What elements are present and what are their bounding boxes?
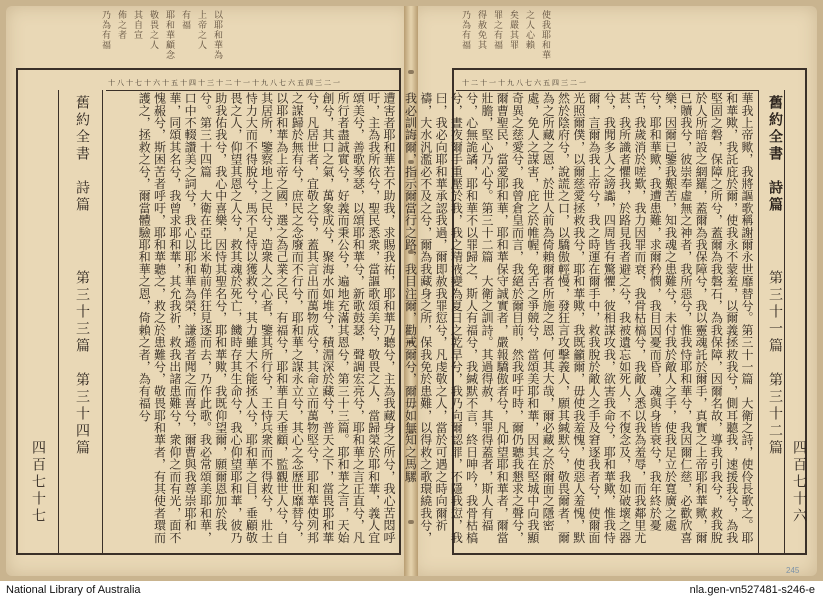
margin-note: 其自宣 <box>132 10 142 40</box>
margin-note: 之人心賴 <box>524 10 534 50</box>
left-chapter-range: 第三十三篇 第三十四篇 <box>74 270 90 457</box>
footer-identifier: nla.gen-vn527481-s246-e <box>689 584 815 596</box>
left-page-number: 四百七十七 <box>30 440 46 525</box>
header-rule <box>456 90 758 91</box>
margin-note: 耶和華顧念 <box>164 10 174 60</box>
binding-stitch <box>408 520 414 524</box>
margin-note: 佈之者 <box>116 10 126 40</box>
margin-note: 以耶和華為 <box>212 10 222 60</box>
margin-note: 乃為有福 <box>460 10 470 50</box>
book-title: 舊約全書 <box>74 95 90 163</box>
margin-note: 乃為有福 <box>100 10 110 50</box>
right-column-ruler: 十二十一十九八七六五四三二一 <box>462 79 588 87</box>
left-page-text: 遭害者耶和華若不助我，求賜我祐，耶和華乃聽兮，主為我藏身之所兮，我心苦悶呼吁，主為我所依兮，聖民悉衆，當謳歌頌美兮，敬畏之人，當歸榮於耶和華，義人宜頌美兮，善歌琴瑟，以頌耶和華兮，新歌鼓瑟，聲調宏亮兮，耶和華之言正直兮，凡所行者盡誠實兮，好義而秉公兮，遍地充滿其恩兮，第三十三篇。耶和華之言，天始創兮，其口之氣，萬象成兮，聚海水如堆兮，積淵深於藏兮，普天之下，當畏耶和華兮，凡居世者，宜敬之兮，蓋其言出而萬物成兮，其命立而萬物堅兮，耶和華使列邦之謀歸於無有兮，庶民之念廢而不行兮，耶和華之謀永立兮，其心之念歷世靡替兮，以耶和華為上帝之國，選之為己業之民，有福兮，耶和華自天垂顧，監觀世人兮，自其居所，鑒察地上之民兮，造衆人之心者，鑒其所行兮，王恃兵衆而不得救兮，壯士恃力大而不得脫兮，馬不足恃以獲救兮，其力雖大不能拯人兮，耶和華之目，垂顧敬畏之人，仰望其恩之人兮，救其魂於死亡，饑時存其生命兮，我心仰望耶和華，彼乃助我佑我兮，我心中喜樂，因恃其聖名兮，耶和華歟，我既仰望爾，願爾恩加於我兮。第三十四篇 大衛在亞比米勒前佯狂見逐而去，乃作此歌。我必常頌美耶和華，口中不輟讚美之詞兮，我心以耶和華為榮，謙遜者聞之而喜兮，爾曹與我尊崇耶和華，同頌其名兮，我曾求耶和華，其允我祈，救我出諸患難兮，衆仰之而有光，面不愧赧兮，斯困苦者呼吁，耶和華聽之，救之於患難兮，敬畏耶和華者，有其使者環而護之，拯救之兮，爾當體驗耶和華之恩，倚賴之者，為有福兮 <box>137 92 396 544</box>
right-running-title <box>765 95 785 214</box>
header-rule <box>106 90 399 91</box>
margin-note: 上帝之人 <box>196 10 206 50</box>
right-chapter-range: 第三十一篇 第三十二篇 <box>767 270 783 457</box>
left-margin-notes <box>100 10 222 60</box>
column-separator <box>58 90 59 553</box>
book-title: 舊約全書 <box>767 95 783 163</box>
margin-note: 敬畏之人 <box>148 10 158 50</box>
margin-note: 罪之有福 <box>492 10 502 50</box>
right-page-number: 四百七十六 <box>791 440 807 525</box>
margin-note: 使我耶和華 <box>540 10 550 60</box>
margin-note: 得赦免其 <box>476 10 486 50</box>
right-page-text: 華我上帝歟，我將謳歌稱謝爾永世靡替兮。第三十一篇 大衛之詩，使伶長歌之。耶和華歟，我託庇於爾，使我永不蒙羞，以爾義拯救我兮，側耳聽我，速援我兮，為我堅固之磐，保障之所兮，蓋爾為我磐石，為我保障，因爾名故，導我引我兮，救我脫於人所暗設之網羅，蓋爾為我保障兮，我以靈魂託於爾手，真實之上帝耶和華歟，爾已贖我兮，彼崇奉虛無之神者，我所惡兮，惟我恃耶和華兮，我因爾仁慈，必歡欣喜樂，因爾已鑒我艱苦，知我魂之患難兮，未付我於敵人之手，使我足立於寬廣之處兮，耶和華歟，我遭患難，求爾矜憫，我目因憂而昏，魂與身皆衰兮，我年終於憂苦，我歲消於嗟歎，我力因罪而衰，我骨枯槁兮，我敵人悉以我為羞辱，而我鄰里尤甚，我所識者懼我，於路見我者避之兮，我被遺忘如死人，不復念及，我如破壞之器兮，我聞多人之謗讟，四周皆有驚懼，彼相謀攻我，欲害我命兮，耶和華歟，惟我恃爾，言爾為我上帝兮，我之時運在爾手中，救我脫於敵人之手及窘逐我者兮，使爾面光照爾僕，以爾慈愛拯救我兮，耶和華歟，我既籲爾，毋使我羞愧，使惡人羞愧，默然於陰府兮，說謊之口，以驕傲輕慢，發狂言攻擊義人，願其緘默兮，敬畏爾者，爾為之所藏之恩，於世人前為倚賴爾者所施之恩，何其大哉，爾必藏之於爾面之隱密處，免人之謀害，庇之於帷幄，免舌之爭競兮，當頌美耶和華，因其在堅城中向我顯奇異之慈愛兮，我曾倉皇而言，我絕於爾目前，然我呼吁時，爾仍聽我懇求之聲兮，爾曹聖民，當愛耶和華，耶和華保守誠實者，嚴報驕傲者兮，凡仰望耶和華者，爾當壯膽，堅心乃心兮。第三十二篇 大衛之訓詩。其過得赦，其罪得蓋者，斯人有福兮，心無詭譎，耶和華不以罪歸之，斯人有福兮，我緘默不言，終日呻吟，我骨枯槁兮，晝夜爾手重壓於我，我之精液變為夏日之乾旱兮，我乃向爾認罪，不隱我愆，我曰，我必向耶和華承認我過，爾即赦我罪愆兮，凡虔敬之人，當於可遇之時向爾祈禱，大水汎濫必不及之兮，爾為我藏身之所，保我免於患難，以得救之歌環繞我兮，我必訓誨爾，指示爾當行之路，我目注爾，勸戒爾兮，爾毋如無知之馬騾 <box>403 92 754 544</box>
right-margin-notes <box>460 10 550 60</box>
column-separator <box>102 90 103 553</box>
margin-note: 矣嚴其罪 <box>508 10 518 50</box>
pencil-mark: 245 <box>786 566 800 575</box>
binding-stitch <box>408 70 414 74</box>
margin-note: 有福 <box>180 10 190 30</box>
book-section: 詩篇 <box>74 180 90 214</box>
footer-library-name: National Library of Australia <box>6 584 141 596</box>
column-separator <box>758 90 759 553</box>
left-column-ruler: 十八十七十六十五十四十三十二十一十九八七六五四三二一 <box>108 79 342 87</box>
book-section: 詩篇 <box>767 180 783 214</box>
footer-bar <box>0 581 823 600</box>
left-running-title <box>72 95 92 214</box>
